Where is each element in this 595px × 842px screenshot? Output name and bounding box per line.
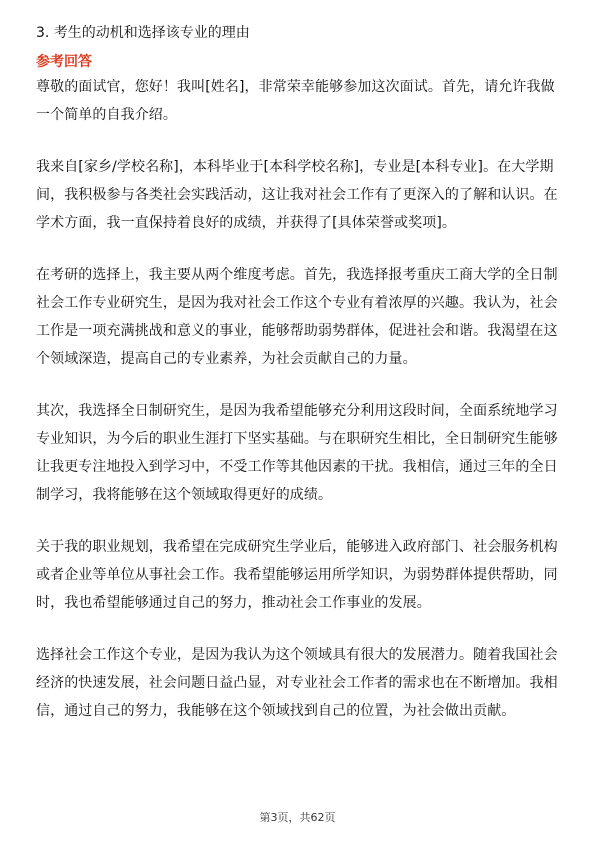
career-plan-paragraph: 关于我的职业规划，我希望在完成研究生学业后，能够进入政府部门、社会服务机构或者企业等单位从事社会工作。我希望能够运用所学知识，为弱势群体提供帮助，同时，我也希望能够通过自己的努力，推动社会工作事业的发展。: [36, 539, 558, 611]
page-number-footer: 第3页，共62页: [259, 811, 336, 824]
full-time-reason-paragraph: 其次，我选择全日制研究生，是因为我希望能够充分利用这段时间，全面系统地学习专业知识，为今后的职业生涯打下坚实基础。与在职研究生相比，全日制研究生能够让我更专注地投入到学习中，不受工作等其他因素的干扰。我相信，通过三年的全日制学习，我将能够在这个领域取得更好的成绩。: [36, 403, 558, 503]
document-content: [36, 20, 560, 749]
motivation-paragraph: 在考研的选择上，我主要从两个维度考虑。首先，我选择报考重庆工商大学的全日制社会工作专业研究生，是因为我对社会工作这个专业有着浓厚的兴趣。我认为，社会工作是一项充满挑战和意义的事业，能够帮助弱势群体，促进社会和谐。我渴望在这个领域深造，提高自己的专业素养，为社会贡献自己的力量。: [36, 267, 558, 367]
answer-label: 参考回答: [36, 54, 92, 70]
section-heading: 3. 考生的动机和选择该专业的理由: [36, 25, 250, 41]
background-paragraph: 我来自[家乡/学校名称]，本科毕业于[本科学校名称]，专业是[本科专业]。在大学期间，我积极参与各类社会实践活动，这让我对社会工作有了更深入的了解和认识。在学术方面，我一直保持着良好的成绩，并获得了[具体荣誉或奖项]。: [36, 159, 558, 231]
major-choice-paragraph: 选择社会工作这个专业，是因为我认为这个领域具有很大的发展潜力。随着我国社会经济的快速发展，社会问题日益凸显，对专业社会工作者的需求也在不断增加。我相信，通过自己的努力，我能够在这个领域找到自己的位置，为社会做出贡献。: [36, 647, 558, 719]
intro-paragraph: 尊敬的面试官，您好！我叫[姓名]，非常荣幸能够参加这次面试。首先，请允许我做一个简单的自我介绍。: [36, 79, 555, 123]
